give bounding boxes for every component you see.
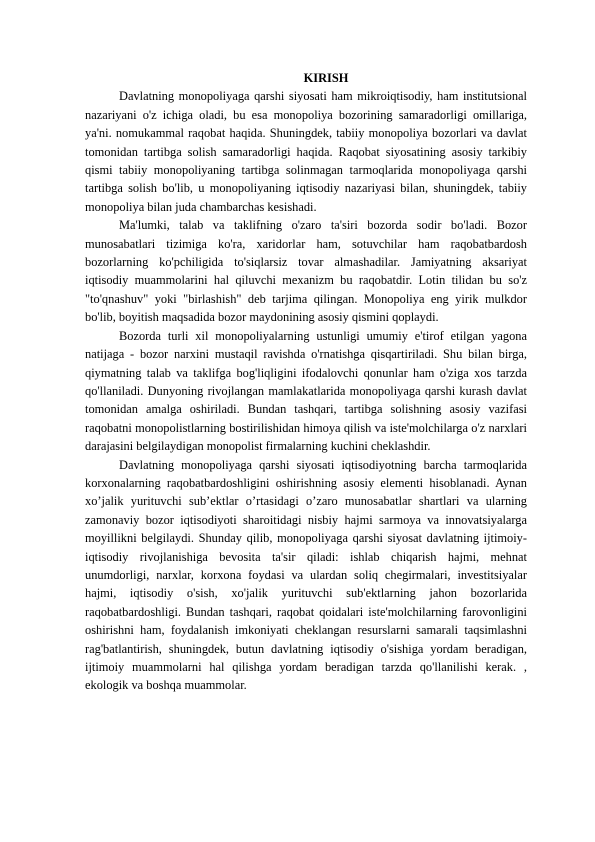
paragraph-3: Bozorda turli xil monopoliyalarning ustunligi umumiy e'tirof etilgan yagona natijaga - bozor narxini mustaqil ravishda o'rnatishga qisqartiriladi. Shu bilan birga, qiymatning talab va taklifga bog'liqligini ifodalovchi qonunlar ham o'ziga xos tarzda qo'llaniladi. Dunyoning rivojlangan mamlakatlarida monopoliyaga qarshi kurash davlat tomonidan amalga oshiriladi. Bundan tashqari, tartibga solishning asosiy vazifasi raqobatni monopolistlarning bostirilishidan himoya qilish va iste'molchilarga o'z narxlari darajasini belgilaydigan monopolist firmalarning kuchini cheklashdir. <box>85 328 527 454</box>
paragraph-4: Davlatning monopoliyaga qarshi siyosati iqtisodiyotning barcha tarmoqlarida korxonalarning raqobatbardoshligini oshirishning asosiy elementi hisoblanadi. Aynan xo’jalik yurituvchi sub’ektlar o’rtasidagi o’zaro munosabatlar shartlari va ularning zamonaviy bozor iqtisodiyoti sharoitidagi nisbiy hajmi sarmoya va innovatsiyalarga moyillikni belgilaydi. Shunday qilib, monopoliyaga qarshi siyosat davlatning ijtimoiy-iqtisodiy rivojlanishiga bevosita ta'sir qiladi: ishlab chiqarish hajmi, mehnat unumdorligi, narxlar, korxona foydasi va ulardan soliq chegirmalari, investitsiyalar hajmi, iqtisodiy o'sish, xo'jalik yurituvchi sub'ektlarning jahon bozorlarida raqobatbardoshligi. Bundan tashqari, raqobat qoidalari iste'molchilarning farovonligini oshirishni ham, foydalanish imkoniyati cheklangan resurslarni samarali taqsimlashni rag'batlantirish, shuningdek, butun davlatning iqtisodiy o'sishiga yordam beradigan, ijtimoiy muammolarni hal qilishga yordam beradigan tarzda qo'llanilishi kerak. , ekologik va boshqa muammolar. <box>85 457 527 693</box>
paragraph-2: Ma'lumki, talab va taklifning o'zaro ta'siri bozorda sodir bo'ladi. Bozor munosabatlari tizimiga ko'ra, xaridorlar ham, sotuvchilar ham raqobatbardosh bozorlarning ko'pchiligida to'siqlarsiz tovar almashadilar. Jamiyatning aksariyat iqtisodiy muammolarini hal qiluvchi mexanizm bu raqobatdir. Lotin tilidan bu so'z "to'qnashuv" yoki "birlashish" deb tarjima qilingan. Monopoliya eng yirik mulkdor bo'lib, boyitish maqsadida bozor maydonining asosiy qismini qoplaydi. <box>85 218 527 325</box>
document-page <box>85 69 527 695</box>
paragraph-1: Davlatning monopoliyaga qarshi siyosati ham mikroiqtisodiy, ham institutsional nazariyani o'z ichiga oladi, bu esa monopoliya bozorining samaradorligi omillariga, ya'ni. nomukammal raqobat haqida. Shuningdek, tabiiy monopoliya bozorlari va davlat tomonidan tartibga solish samaradorligi haqida. Raqobat siyosatining asosiy tarkibiy qismi tabiiy monopoliyaning tartibga solinmagan tarmoqlarida monopoliyaga qarshi tartibga solish bo'lib, u monopoliyaning iqtisodiy nazariyasi bilan, shuningdek, tabiiy monopoliya bilan juda chambarchas kesishadi. <box>85 89 527 214</box>
document-title: KIRISH <box>303 71 349 85</box>
